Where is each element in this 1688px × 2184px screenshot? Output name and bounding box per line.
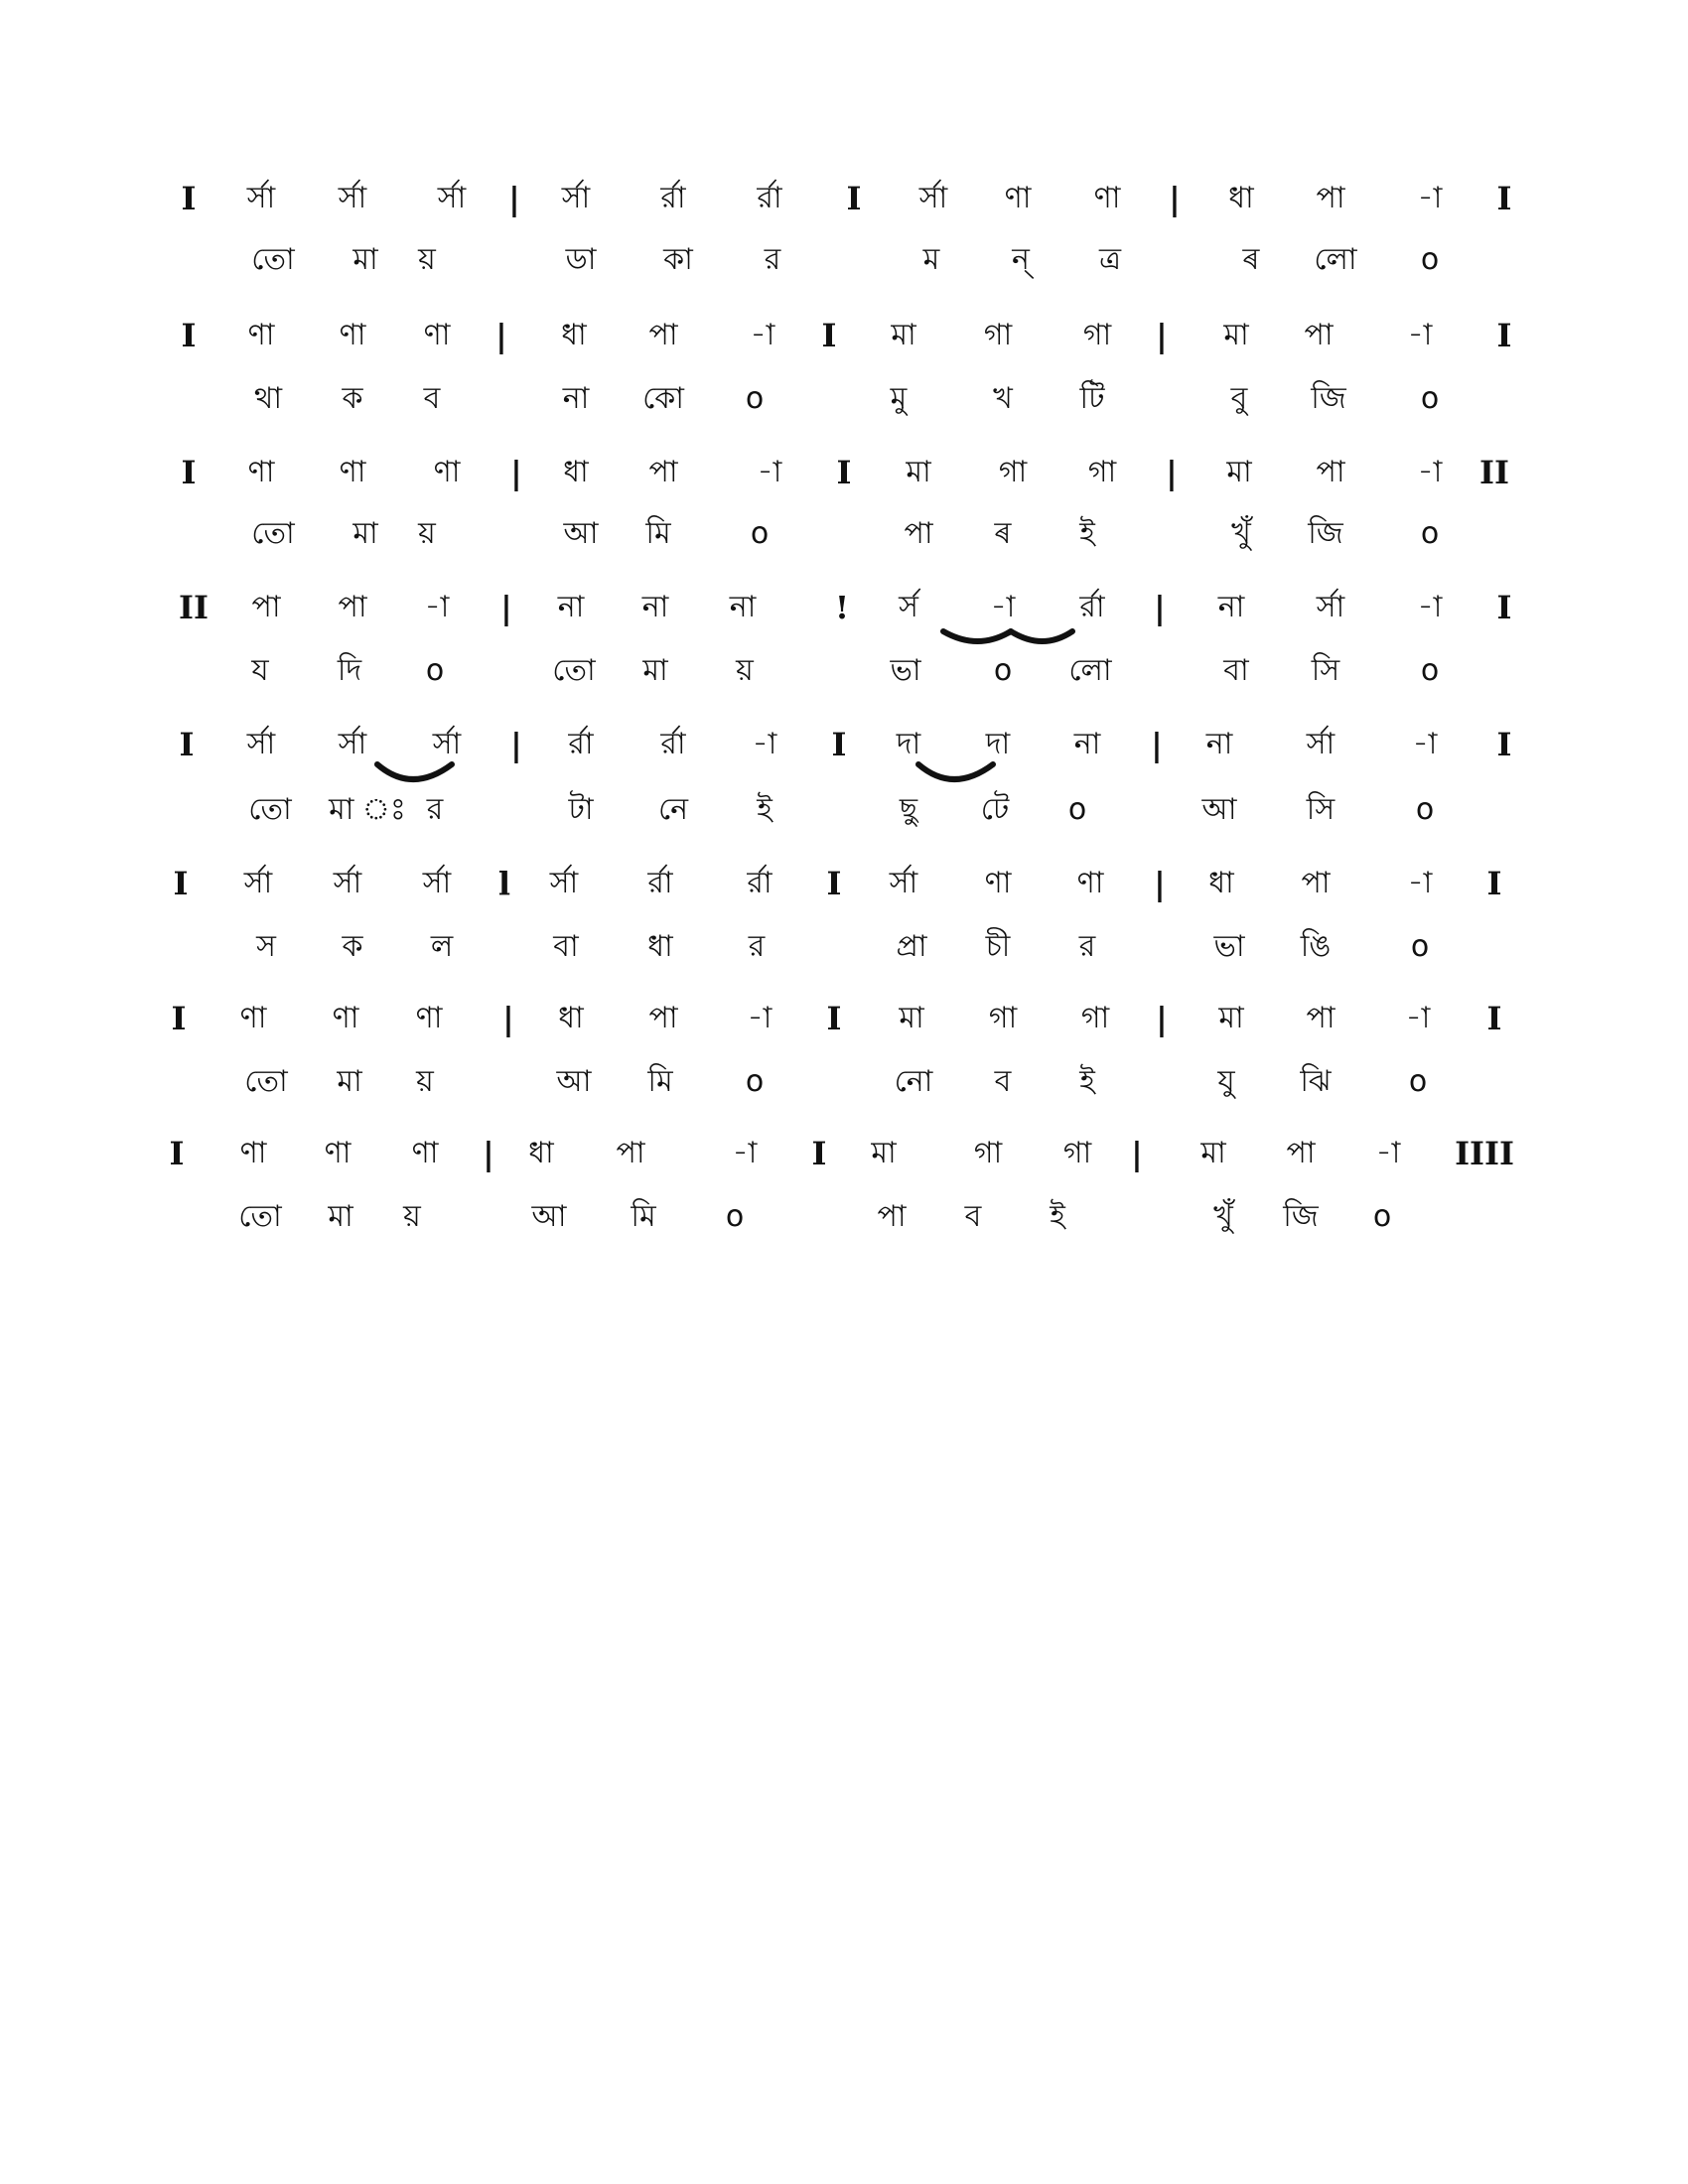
lyric-syllable: বু [1230,381,1248,416]
notes-line-1 [0,177,1688,246]
note: ণা [239,1001,267,1035]
note: না [641,590,669,624]
note: মা [1223,318,1249,352]
lyric-syllable: কো [642,381,684,416]
note: দা [985,727,1011,761]
note: র্সা [432,727,462,761]
note: র্রা [1079,590,1105,624]
lyric-syllable: থা [253,381,283,416]
lyric-syllable: ভা [1213,929,1245,964]
lyric-syllable: দি [337,653,362,688]
note: পা [1301,866,1331,900]
note: ধা [1228,181,1254,215]
note: ধা [558,1001,584,1035]
lyric-syllable: মা [352,516,378,551]
note: -া [424,590,450,624]
barline: | [1156,317,1168,354]
barline: I [846,180,862,217]
note: মা [1226,455,1252,489]
lyric-syllable: ο [1410,929,1430,964]
barline: | [1151,726,1163,763]
lyric-syllable: ক [342,929,363,964]
barline: I [831,726,847,763]
note: র্সা [243,866,273,900]
note: গা [1082,318,1112,352]
note: -া [1407,318,1433,352]
lyric-syllable: ব [994,1064,1012,1099]
note: পা [1304,318,1334,352]
note: র্সা [246,727,276,761]
note: -া [1417,181,1443,215]
lyric-syllable: মা [328,1199,353,1234]
lyric-syllable: ৰ [1242,242,1260,277]
lyric-syllable: ο [1420,516,1440,551]
barline: I [811,1135,827,1172]
lyric-syllable: তো [251,516,295,551]
note: না [729,590,757,624]
lyric-syllable: ο [1420,381,1440,416]
notes-line-4 [0,586,1688,655]
note: পা [648,318,678,352]
note: গা [973,1136,1003,1170]
note: গা [998,455,1028,489]
note: র্সা [333,866,362,900]
lyric-syllable: তো [552,653,596,688]
lyric-syllable: মু [890,381,908,416]
note: ণা [415,1001,443,1035]
lyric-syllable: পা [877,1199,907,1234]
lyrics-line-6 [0,925,1688,995]
lyric-syllable: ই [757,792,773,827]
note: মা [899,1001,924,1035]
lyric-syllable: য় [416,1064,434,1099]
note: -া [1417,590,1443,624]
note: ণা [339,318,366,352]
lyric-syllable: ο [745,381,765,416]
barline: I [836,454,852,491]
barline: I [181,180,197,217]
note: মা [871,1136,897,1170]
barline: I [1486,865,1502,902]
lyric-syllable: ο [993,653,1013,688]
lyric-syllable: ভা [890,653,921,688]
note: র্রা [660,181,686,215]
lyric-syllable: জি [1308,516,1343,551]
note: পা [1316,455,1345,489]
notes-line-6 [0,862,1688,931]
lyric-syllable: ঙি [1300,929,1332,964]
note: র্সা [549,866,579,900]
lyric-syllable: চী [985,929,1011,964]
lyric-syllable: খুঁ [1213,1199,1233,1234]
lyric-syllable: খ [993,381,1013,416]
lyric-syllable: মা [337,1064,362,1099]
lyric-syllable: ধা [647,929,673,964]
note: গা [1062,1136,1092,1170]
lyric-syllable: লো [1068,653,1112,688]
note: না [1217,590,1245,624]
barline: I [1496,589,1512,626]
note: গা [983,318,1013,352]
note: -া [1407,866,1433,900]
lyric-syllable: তো [244,1064,288,1099]
note: -া [732,1136,758,1170]
lyric-syllable: ο [725,1199,745,1234]
barline: I [1486,1000,1502,1037]
barline: ! [834,589,850,626]
note: মা [1200,1136,1226,1170]
note: ণা [1093,181,1121,215]
note: ণা [339,455,366,489]
note: না [1205,727,1233,761]
lyric-syllable: য় [418,516,436,551]
lyric-syllable: মা [352,242,378,277]
note: পা [616,1136,645,1170]
notes-line-5 [0,723,1688,792]
note: গা [988,1001,1018,1035]
note: ণা [423,318,451,352]
lyric-syllable: ল [430,929,454,964]
note: -া [1417,455,1443,489]
barline: I [179,726,195,763]
lyric-syllable: মি [631,1199,656,1234]
barline: I [826,865,842,902]
lyric-syllable: য় [418,242,436,277]
lyric-syllable: য় [736,653,754,688]
lyric-syllable: র [426,792,444,827]
lyric-syllable: ডা [565,242,597,277]
barline: l [497,865,511,902]
barline: | [510,726,522,763]
lyrics-line-4 [0,649,1688,719]
lyric-syllable: তো [238,1199,282,1234]
notes-line-3 [0,451,1688,520]
barline: | [1131,1135,1143,1172]
note: দা [896,727,921,761]
note: না [1073,727,1101,761]
note: র্রা [568,727,594,761]
note: ধা [563,455,589,489]
barline: I [826,1000,842,1037]
barline: I [181,317,197,354]
barline: | [1154,589,1166,626]
lyric-syllable: কা [663,242,693,277]
lyric-syllable: তো [248,792,292,827]
note: পা [648,455,678,489]
note: -া [750,318,775,352]
lyrics-line-1 [0,238,1688,308]
lyrics-line-5 [0,788,1688,858]
note: পা [1306,1001,1336,1035]
barline: I [181,454,197,491]
note: ধা [528,1136,554,1170]
note: ণা [411,1136,439,1170]
lyric-syllable: আ [556,1064,592,1099]
lyric-syllable: র [748,929,766,964]
lyric-syllable: ত্র [1098,242,1122,277]
note: ণা [984,866,1012,900]
note: র্সা [918,181,948,215]
note: ণা [239,1136,267,1170]
lyrics-line-3 [0,512,1688,582]
lyric-syllable: স [256,929,276,964]
lyric-syllable: ο [1420,242,1440,277]
note: র্স [899,590,918,624]
lyric-syllable: টি [1079,381,1105,416]
barline: I [171,1000,187,1037]
barline: | [1154,865,1166,902]
barline: II [179,589,209,626]
barline: | [502,1000,514,1037]
note: -া [747,1001,773,1035]
note: র্সা [338,181,367,215]
note: -া [1375,1136,1401,1170]
lyric-syllable: সি [1311,653,1340,688]
lyric-syllable: পা [904,516,933,551]
note: ধা [1208,866,1234,900]
lyric-syllable: নো [894,1064,933,1099]
note: র্সা [246,181,276,215]
lyric-syllable: ই [1079,516,1095,551]
note: -া [990,590,1016,624]
lyric-syllable: না [562,381,590,416]
lyric-syllable: মি [645,516,671,551]
lyric-syllable: মা ঃ [329,792,406,827]
lyric-syllable: ο [1372,1199,1392,1234]
lyric-syllable: ই [1050,1199,1065,1234]
lyric-syllable: টে [980,792,1010,827]
lyric-syllable: মা [642,653,668,688]
note: পা [338,590,367,624]
lyric-syllable: জি [1283,1199,1319,1234]
notes-line-7 [0,997,1688,1066]
lyric-syllable: আ [531,1199,567,1234]
note: গা [1087,455,1117,489]
barline: | [495,317,507,354]
lyrics-line-8 [0,1195,1688,1265]
lyrics-line-2 [0,377,1688,447]
lyric-syllable: ম [922,242,940,277]
note: পা [251,590,281,624]
lyric-syllable: ব [423,381,441,416]
lyric-syllable: য [251,653,269,688]
lyric-syllable: ο [745,1064,765,1099]
barline: | [500,589,512,626]
lyric-syllable: খুঁ [1231,516,1251,551]
lyric-syllable: ব [964,1199,982,1234]
lyric-syllable: যু [1217,1064,1235,1099]
note: ণা [1076,866,1104,900]
barline: I [1496,180,1512,217]
lyric-syllable: ছু [899,792,918,827]
lyric-syllable: য় [403,1199,421,1234]
barline: I [173,865,189,902]
note: র্সা [889,866,918,900]
lyric-syllable: ο [425,653,445,688]
note: পা [1286,1136,1316,1170]
lyric-syllable: র [764,242,781,277]
note: র্সা [561,181,591,215]
lyric-syllable: ο [1067,792,1087,827]
barline: | [508,180,520,217]
lyric-syllable: র [1078,929,1096,964]
barline: | [483,1135,494,1172]
note: মা [891,318,916,352]
barline: IIII [1455,1135,1514,1172]
lyric-syllable: বা [1223,653,1249,688]
note: র্রা [660,727,686,761]
note: -া [1412,727,1438,761]
note: র্রা [747,866,773,900]
note: র্সা [422,866,452,900]
notes-line-2 [0,314,1688,383]
lyric-syllable: টা [568,792,594,827]
note: ণা [332,1001,359,1035]
note: র্রা [757,181,782,215]
barline: | [1156,1000,1168,1037]
barline: | [1169,180,1181,217]
lyric-syllable: ο [750,516,770,551]
lyric-syllable: আ [1201,792,1237,827]
barline: I [169,1135,185,1172]
notes-line-8 [0,1132,1688,1201]
note: গা [1080,1001,1110,1035]
note: ণা [247,455,275,489]
lyrics-line-7 [0,1060,1688,1130]
lyric-syllable: জি [1311,381,1346,416]
lyric-syllable: ο [1415,792,1435,827]
note: মা [906,455,931,489]
barline: II [1479,454,1509,491]
lyric-syllable: ঝি [1300,1064,1332,1099]
note: র্সা [1306,727,1336,761]
note: ণা [1004,181,1032,215]
barline: | [1166,454,1178,491]
lyric-syllable: ন্ [1012,242,1030,277]
lyric-syllable: ক [342,381,363,416]
note: ণা [324,1136,352,1170]
barline: I [1496,726,1512,763]
barline: | [510,454,522,491]
lyric-syllable: বা [553,929,579,964]
note: ণা [247,318,275,352]
lyric-syllable: ই [1079,1064,1095,1099]
lyric-syllable: লো [1314,242,1357,277]
note: র্রা [647,866,673,900]
note: -া [757,455,782,489]
note: পা [648,1001,678,1035]
lyric-syllable: প্রা [896,929,927,964]
note: ধা [561,318,587,352]
note: মা [1218,1001,1244,1035]
lyric-syllable: নে [657,792,689,827]
lyric-syllable: তো [251,242,295,277]
note: না [557,590,585,624]
note: র্সা [338,727,367,761]
note: র্সা [437,181,467,215]
lyric-syllable: মি [647,1064,673,1099]
barline: I [821,317,837,354]
lyric-syllable: সি [1306,792,1336,827]
note: র্সা [1316,590,1345,624]
lyric-syllable: আ [563,516,599,551]
lyric-syllable: ο [1408,1064,1428,1099]
note: -া [1405,1001,1431,1035]
lyric-syllable: ৰ [994,516,1012,551]
note: ণা [433,455,461,489]
barline: I [1496,317,1512,354]
lyric-syllable: ο [1420,653,1440,688]
note: পা [1316,181,1345,215]
note: -া [752,727,777,761]
